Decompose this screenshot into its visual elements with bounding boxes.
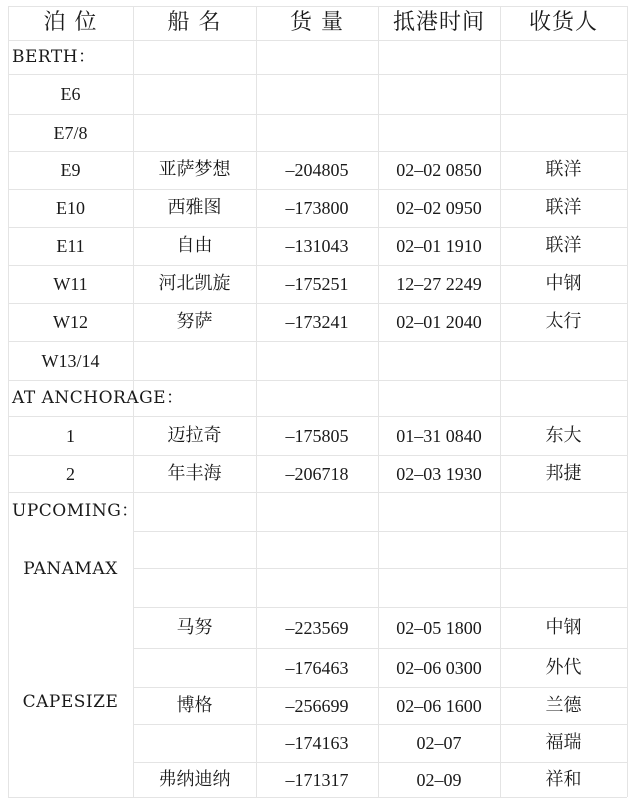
berth-row-cargo: –131043 [285, 236, 349, 256]
anchorage-row-eta: 02–03 1930 [396, 463, 482, 484]
section-upcoming-label: UPCOMING： [12, 501, 139, 521]
berth-row-ship: 河北凯旋 [158, 273, 231, 294]
capesize-row-consignee: 兰德 [545, 694, 582, 716]
anchorage-row-cargo: –175805 [285, 425, 349, 446]
capesize-row-ship: 博格 [176, 694, 213, 716]
berth-row-ship [133, 74, 256, 114]
grid-line [133, 568, 627, 569]
berth-row-berth: E9 [60, 160, 81, 180]
anchorage-row-cargo: –206718 [285, 463, 349, 484]
berth-row-consignee [500, 341, 627, 380]
berth-row-cargo [256, 114, 378, 151]
capesize-row-consignee: 外代 [545, 656, 582, 678]
header-arrival-time: 抵港时间 [392, 10, 485, 35]
berth-row-cargo: –204805 [285, 160, 349, 180]
berth-row-ship [133, 341, 256, 380]
berth-row-cargo: –175251 [285, 274, 349, 294]
grid-line [8, 797, 627, 798]
anchorage-row-consignee: 邦捷 [545, 462, 582, 484]
capesize-row-eta: 02–09 [416, 769, 462, 790]
header-consignee: 收货人 [528, 10, 598, 35]
section-anchorage-label: AT ANCHORAGE： [12, 387, 184, 408]
capesize-row-ship: 弗纳迪纳 [158, 768, 231, 790]
berth-row-eta [378, 341, 500, 380]
berth-row-berth: E7/8 [53, 122, 88, 143]
capesize-row-cargo: –174163 [285, 733, 349, 753]
berth-row-berth: E6 [60, 84, 81, 104]
berth-row-cargo: –173800 [285, 198, 349, 218]
berth-row-ship: 努萨 [176, 311, 213, 332]
anchorage-row-ship: 迈拉奇 [167, 424, 222, 446]
berth-row-ship: 亚萨梦想 [158, 159, 231, 180]
capesize-row-consignee: 福瑞 [545, 732, 582, 753]
berth-row-berth: W11 [53, 274, 88, 294]
berth-row-eta: 02–02 0950 [396, 198, 482, 218]
group-panamax-label: PANAMAX [23, 558, 118, 579]
section-berth-label: BERTH： [12, 46, 96, 67]
capesize-row-consignee: 祥和 [545, 768, 582, 790]
berth-row-consignee: 太行 [545, 311, 582, 332]
capesize-row-cargo: –223569 [285, 617, 349, 638]
capesize-row-eta: 02–05 1800 [396, 617, 482, 638]
capesize-row-cargo: –171317 [285, 769, 349, 790]
berth-row-ship [133, 114, 256, 151]
group-capesize-label: CAPESIZE [22, 691, 119, 712]
anchorage-row-ship: 年丰海 [167, 462, 222, 484]
anchorage-row-berth: 2 [66, 463, 75, 484]
berth-row-consignee: 联洋 [545, 235, 582, 256]
berth-row-cargo [256, 341, 378, 380]
berth-row-eta: 12–27 2249 [396, 274, 482, 294]
berth-row-eta [378, 74, 500, 114]
anchorage-row-eta: 01–31 0840 [396, 425, 482, 446]
header-berth: 泊 位 [43, 10, 98, 35]
capesize-row-cargo: –176463 [285, 657, 349, 678]
berth-row-cargo: –173241 [285, 312, 349, 332]
berth-row-berth: E11 [56, 236, 85, 256]
berth-row-consignee [500, 74, 627, 114]
berth-row-consignee: 联洋 [545, 159, 582, 180]
berth-row-eta [378, 114, 500, 151]
berth-row-cargo [256, 74, 378, 114]
capesize-row-cargo: –256699 [285, 695, 349, 716]
berth-row-berth: W12 [53, 312, 88, 332]
capesize-row-eta: 02–06 0300 [396, 657, 482, 678]
berth-row-ship: 自由 [176, 235, 213, 256]
capesize-row-ship [133, 648, 256, 687]
header-cargo-volume: 货 量 [290, 10, 344, 35]
anchorage-row-consignee: 东大 [545, 424, 582, 446]
anchorage-row-berth: 1 [66, 425, 75, 446]
capesize-row-ship [133, 724, 256, 762]
capesize-row-eta: 02–07 [416, 733, 462, 753]
berth-row-ship: 西雅图 [167, 197, 222, 218]
grid-line [133, 531, 627, 532]
berth-row-consignee: 中钢 [545, 273, 582, 294]
berth-row-berth: W13/14 [41, 350, 100, 371]
column-line [627, 6, 628, 797]
berth-row-consignee [500, 114, 627, 151]
berth-row-eta: 02–02 0850 [396, 160, 482, 180]
berth-row-eta: 02–01 1910 [396, 236, 482, 256]
capesize-row-eta: 02–06 1600 [396, 695, 482, 716]
berth-row-consignee: 联洋 [545, 197, 582, 218]
berth-row-berth: E10 [56, 198, 85, 218]
berth-row-eta: 02–01 2040 [396, 312, 482, 332]
capesize-row-consignee: 中钢 [545, 616, 582, 638]
capesize-row-ship: 马努 [176, 616, 213, 638]
header-ship-name: 船 名 [167, 10, 222, 35]
